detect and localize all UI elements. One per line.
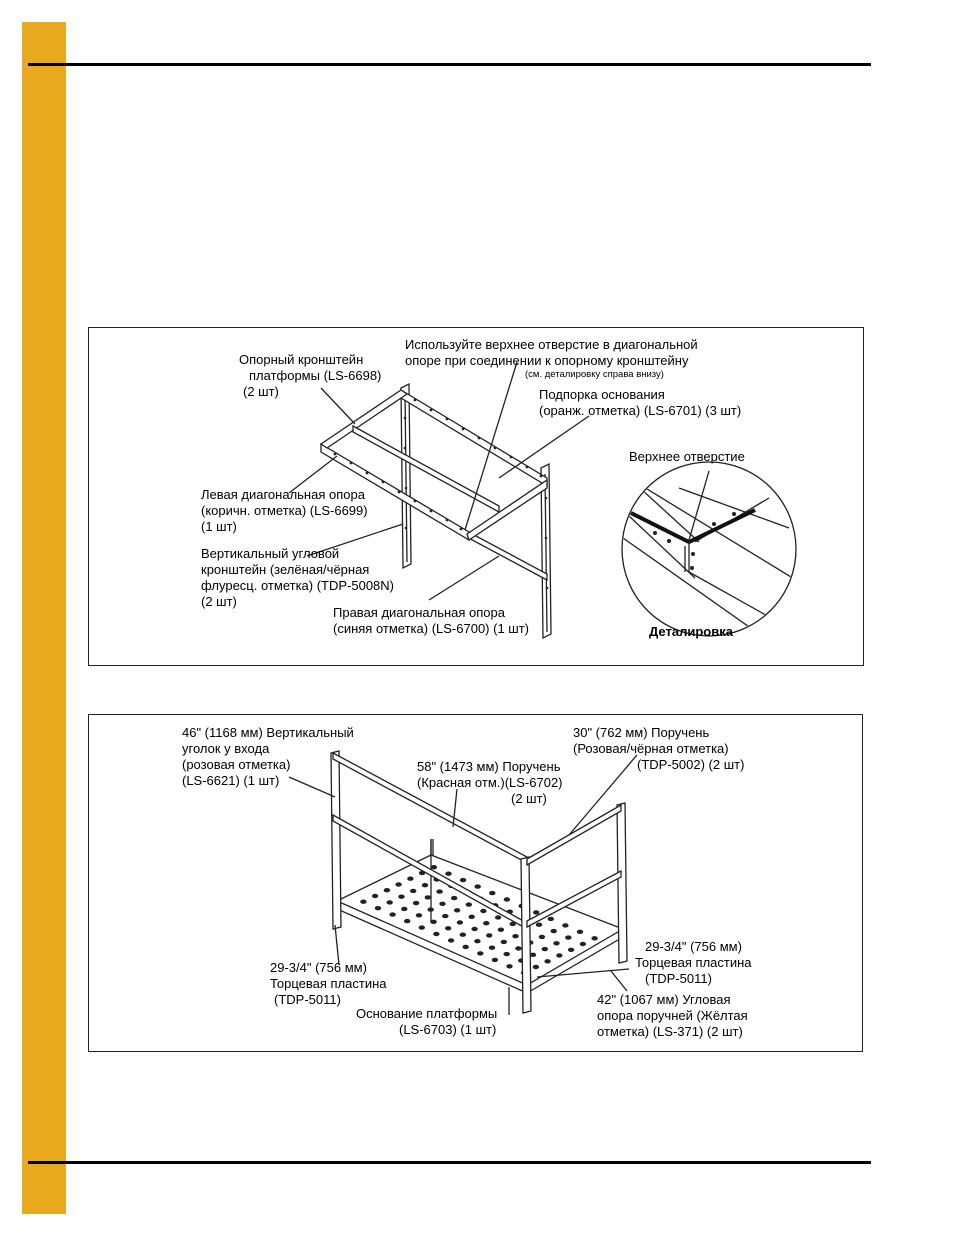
- floor-hole: [568, 948, 574, 952]
- floor-hole: [436, 889, 442, 893]
- floor-hole: [501, 940, 507, 944]
- label-corner-support: 42" (1067 мм) Угловая опора поручней (Жёлтая отметка) (LS-371) (2 шт): [597, 992, 748, 1039]
- label-left-diagonal: Левая диагональная опора (коричн. отметка) (LS-6699) (1 шт): [201, 487, 368, 534]
- floor-hole: [548, 917, 554, 921]
- floor-hole: [495, 915, 501, 919]
- floor-hole: [486, 933, 492, 937]
- floor-hole: [445, 926, 451, 930]
- figure-platform-handrails: [88, 714, 863, 1052]
- label-end-plate-left: 29-3/4" (756 мм) Торцевая пластина (TDP-5011): [270, 960, 387, 1007]
- floor-hole: [463, 945, 469, 949]
- floor-hole: [562, 923, 568, 927]
- floor-hole: [539, 935, 545, 939]
- floor-hole: [506, 964, 512, 968]
- floor-hole: [536, 923, 542, 927]
- floor-hole: [469, 915, 475, 919]
- floor-hole: [398, 895, 404, 899]
- side-color-bar: [22, 22, 66, 1214]
- floor-hole: [372, 894, 378, 898]
- label-base-brace: Подпорка основания (оранж. отметка) (LS-6701) (3 шт): [539, 387, 742, 418]
- footer-rule: [28, 1161, 871, 1164]
- floor-hole: [565, 935, 571, 939]
- floor-hole: [410, 889, 416, 893]
- floor-hole: [454, 908, 460, 912]
- floor-hole: [471, 927, 477, 931]
- floor-hole: [544, 959, 550, 963]
- floor-hole: [475, 884, 481, 888]
- floor-hole: [433, 932, 439, 936]
- figure-support-brackets: [88, 327, 864, 666]
- floor-hole: [431, 865, 437, 869]
- label-platform-base: Основание платформы (LS-6703) (1 шт): [356, 1006, 498, 1037]
- floor-hole: [480, 909, 486, 913]
- floor-hole: [401, 907, 407, 911]
- floor-hole: [542, 947, 548, 951]
- floor-hole: [419, 925, 425, 929]
- floor-hole: [512, 934, 518, 938]
- floor-hole: [439, 902, 445, 906]
- floor-hole: [387, 900, 393, 904]
- label-entrance-angle: 46" (1168 мм) Вертикальный уголок у входа (розовая отметка) (LS-6621) (1 шт): [182, 725, 354, 788]
- label-handrail-58: 58" (1473 мм) Поручень (Красная отм.)(LS-6702) (2 шт): [417, 759, 563, 806]
- floor-hole: [533, 910, 539, 914]
- floor-hole: [422, 883, 428, 887]
- header-rule: [28, 63, 871, 66]
- floor-hole: [413, 901, 419, 905]
- floor-hole: [474, 939, 480, 943]
- floor-hole: [504, 952, 510, 956]
- label-handrail-30: 30" (762 мм) Поручень (Розовая/чёрная отметка) (TDP-5002) (2 шт): [573, 725, 745, 772]
- floor-hole: [445, 872, 451, 876]
- floor-hole: [489, 891, 495, 895]
- floor-hole: [460, 933, 466, 937]
- label-support-bracket: Опорный кронштейн платформы (LS-6698) (2 шт): [239, 352, 382, 399]
- floor-hole: [375, 906, 381, 910]
- floor-hole: [360, 900, 366, 904]
- floor-hole: [577, 930, 583, 934]
- floor-hole: [483, 921, 489, 925]
- label-end-plate-right: 29-3/4" (756 мм) Торцевая пластина (TDP-5011): [635, 939, 752, 986]
- floor-hole: [492, 958, 498, 962]
- label-top-hole: Верхнее отверстие: [629, 449, 745, 464]
- floor-hole: [556, 953, 562, 957]
- floor-hole: [498, 928, 504, 932]
- floor-hole: [515, 946, 521, 950]
- floor-hole: [489, 946, 495, 950]
- floor-hole: [551, 929, 557, 933]
- floor-hole: [384, 888, 390, 892]
- floor-hole: [416, 913, 422, 917]
- floor-hole: [533, 965, 539, 969]
- floor-hole: [404, 919, 410, 923]
- floor-hole: [389, 912, 395, 916]
- floor-hole: [460, 878, 466, 882]
- label-detail-caption: Деталировка: [649, 624, 733, 639]
- floor-hole: [580, 942, 586, 946]
- label-top-hole-note: Используйте верхнее отверстие в диагональной опоре при соединении к опорному кронштейну: [405, 337, 698, 368]
- floor-hole: [477, 951, 483, 955]
- floor-hole: [504, 897, 510, 901]
- floor-hole: [425, 895, 431, 899]
- floor-hole: [442, 914, 448, 918]
- floor-hole: [448, 938, 454, 942]
- label-right-diagonal: Правая диагональная опора (синяя отметка) (LS-6700) (1 шт): [333, 605, 529, 636]
- floor-hole: [591, 936, 597, 940]
- label-vertical-bracket: Вертикальный угловой кронштейн (зелёная/чёрная флуресц. отметка) (TDP-5008N) (2 шт): [201, 546, 395, 609]
- label-see-detail-note: (см. деталировку справа внизу): [525, 369, 664, 380]
- floor-hole: [457, 920, 463, 924]
- floor-hole: [553, 941, 559, 945]
- floor-hole: [451, 896, 457, 900]
- floor-hole: [466, 902, 472, 906]
- floor-hole: [395, 882, 401, 886]
- floor-hole: [407, 877, 413, 881]
